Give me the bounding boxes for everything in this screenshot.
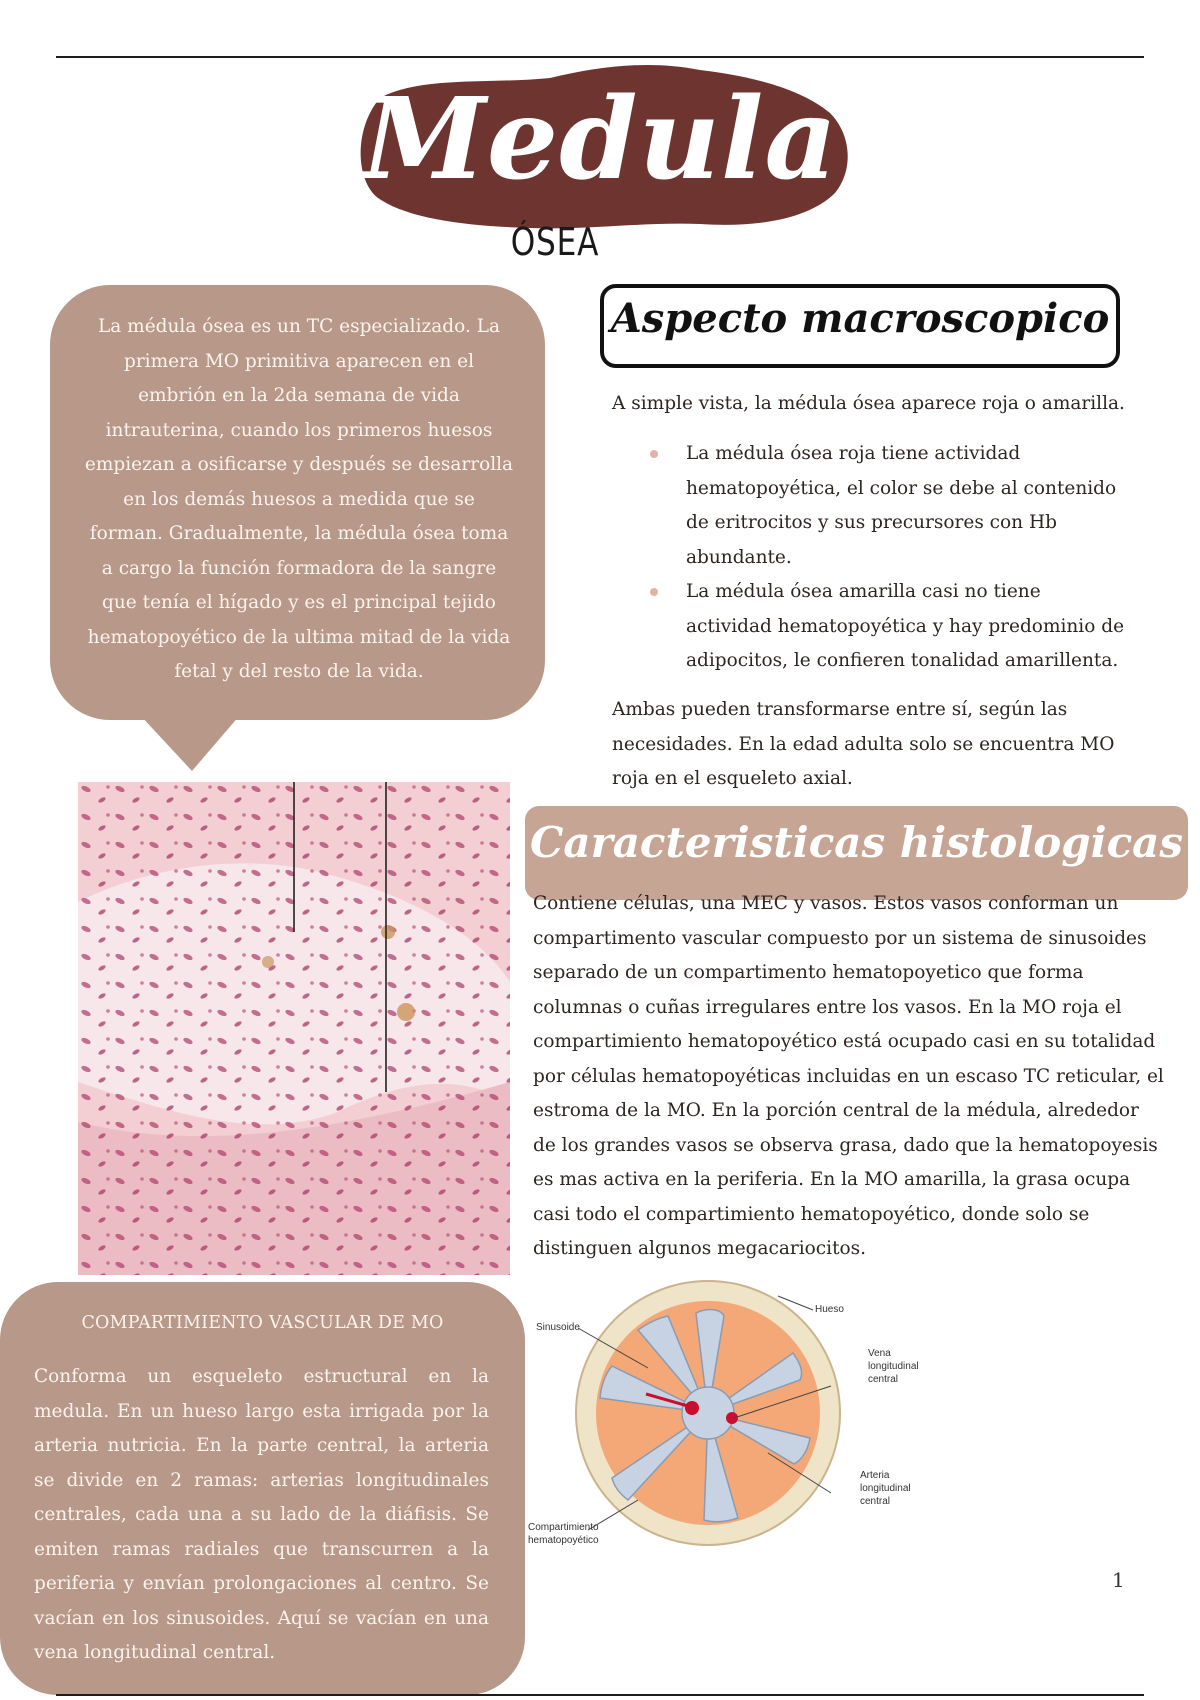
diagram-label-compartment-1: Compartimiento [528, 1522, 599, 1533]
diagram-label-compartment-2: hematopoyético [528, 1535, 599, 1546]
bullet-icon [650, 588, 658, 596]
page-subtitle: ÓSEA [510, 220, 600, 264]
macro-intro: A simple vista, la médula ósea aparece roja o amarilla. [612, 393, 1125, 414]
vascular-text: Conforma un esqueleto estructural en la medula. En un hueso largo esta irrigada por la arteria nutricia. En la parte central, la arteria se divide en 2 ramas: arterias longitudinales centrales, cada una a su lado de la diáfisis. Se emiten ramas radiales que transcurren a la periferia y envían prolongaciones al centro. Se vacían en los sinusoides. Aquí se vacían en una vena longitudinal central. [34, 1366, 489, 1663]
intro-bubble-tail [130, 715, 250, 775]
bone-cross-section-diagram [528, 1268, 940, 1550]
page-number: 1 [1112, 1568, 1125, 1592]
diagram-label-bone: Hueso [815, 1304, 844, 1315]
histologic-text: Contiene células, una MEC y vasos. Estos vasos conforman un compartimento vascular compuesto por un sistema de sinusoides separado de un compartimento hematopoyetico que forma columnas o cuñas irregulares entre los vasos. En la MO roja el compartimiento hematopoyético está ocupado casi en su totalidad por células hematopoyéticas incluidas en un escaso TC reticular, el estroma de la MO. En la porción central de la médula, alrededor de los grandes vasos se observa grasa, dado que la hematopoyesis es mas activa en la periferia. En la MO amarilla, la grasa ocupa casi todo el compartimiento hematopoyético, donde solo se distinguen algunos megacariocitos. [533, 893, 1164, 1259]
intro-text: La médula ósea es un TC especializado. La primera MO primitiva aparecen en el embrión en la 2da semana de vida intrauterina, cuando los primeros huesos empiezan a osificarse y después se desarrolla en los demás huesos a medida que se forman. Gradualmente, la médula ósea toma a cargo la función formadora de la sangre que tenía el hígado y es el principal tejido hematopoyético de la ultima mitad de la vida fetal y del resto de la vida. [84, 316, 514, 682]
diagram-label-artery-2: longitudinal [860, 1483, 911, 1494]
list-item [650, 437, 1130, 575]
diagram-label-vein-2: longitudinal [868, 1361, 919, 1372]
macro-bullet-list [650, 437, 1130, 679]
diagram-label-vein-3: central [868, 1374, 899, 1385]
macro-outro: Ambas pueden transformarse entre sí, según las necesidades. En la edad adulta solo se encuentra MO roja en el esqueleto axial. [612, 699, 1115, 789]
macro-title: Aspecto macroscopico [610, 295, 1110, 342]
histology-image [78, 782, 510, 1275]
bullet-icon [650, 450, 658, 458]
list-item [650, 575, 1130, 679]
macro-bullet-red: La médula ósea roja tiene actividad hematopoyética, el color se debe al contenido de eritrocitos y sus precursores con Hb abundante. [686, 443, 1117, 568]
diagram-label-vein-1: Vena [868, 1348, 891, 1359]
vascular-heading: COMPARTIMIENTO VASCULAR DE MO [81, 1313, 444, 1333]
diagram-label-artery-3: central [860, 1496, 891, 1507]
diagram-label-artery-1: Arteria [860, 1470, 890, 1481]
histologic-title: Caracteristicas histologicas [529, 818, 1184, 867]
page-title: Medula [361, 74, 839, 205]
macro-bullet-yellow: La médula ósea amarilla casi no tiene actividad hematopoyética y hay predominio de adipocitos, le confieren tonalidad amarillenta. [686, 581, 1125, 671]
bottom-rule [56, 1694, 1144, 1696]
diagram-label-sinusoid: Sinusoide [536, 1322, 580, 1333]
